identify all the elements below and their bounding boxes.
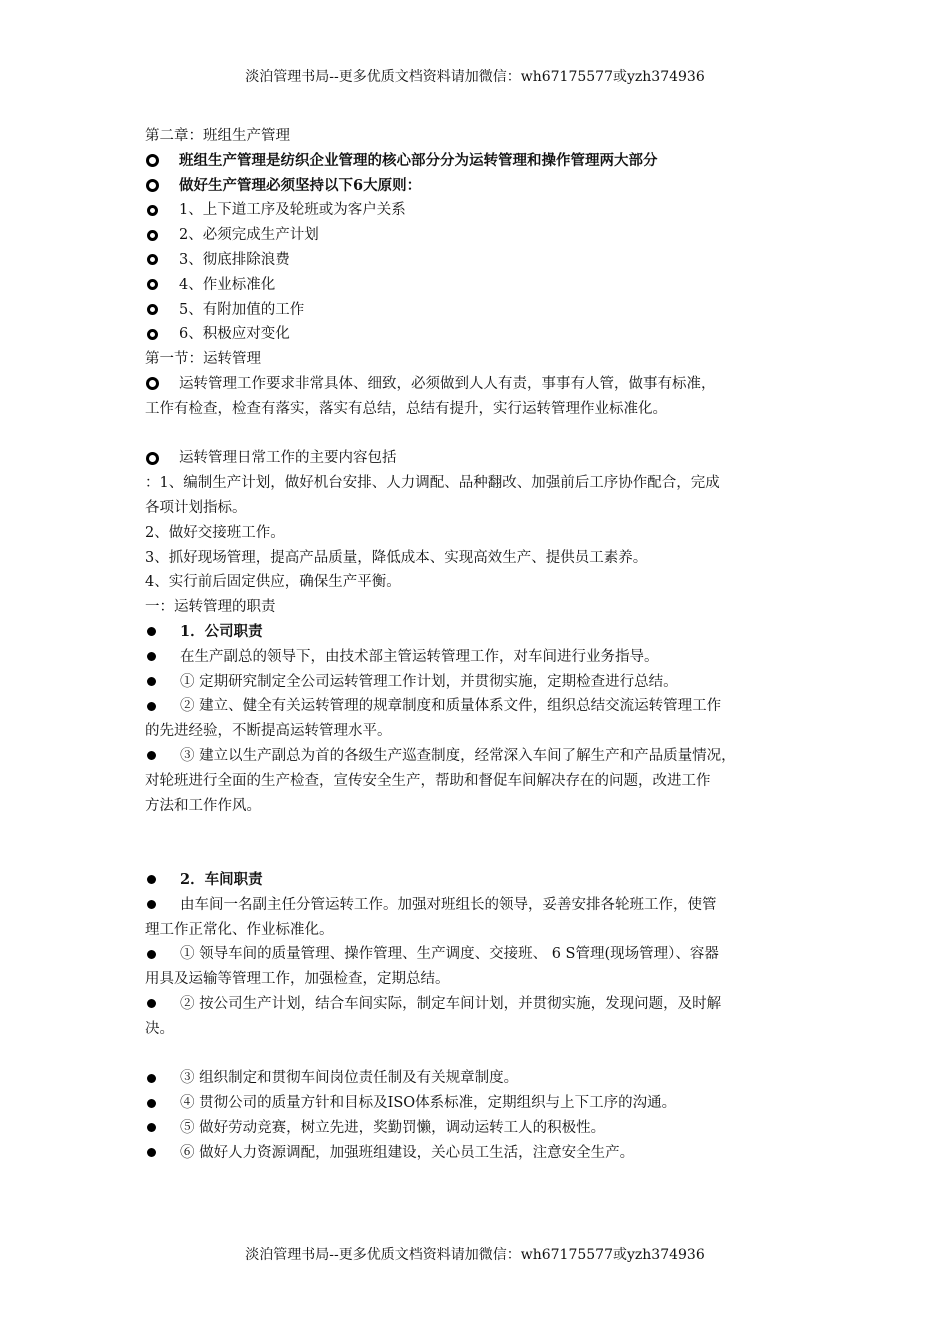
daily-item-1: ：1、编制生产计划，做好机台安排、人力调配、品种翻改、加强前后工序协作配合，完成 [145, 475, 720, 492]
principle-item: 2、必须完成生产计划 [145, 223, 810, 248]
ring-bullet-icon [147, 254, 158, 265]
workshop-duty-item-cont: 理工作正常化、作业标准化。 [145, 921, 334, 938]
bullet-icon [147, 702, 156, 711]
bullet-icon [147, 999, 156, 1008]
bullet-icon [147, 1074, 156, 1083]
company-duty-item: 在生产副总的领导下，由技术部主管运转管理工作，对车间进行业务指导。 [145, 645, 810, 670]
page-footer: 淡泊管理书局--更多优质文档资料请加微信：wh67175577或yzh374936 [245, 1247, 705, 1263]
workshop-duty-item: ③ 组织制定和贯彻车间岗位责任制及有关规章制度。 [145, 1066, 810, 1091]
daily-item-2: 2、做好交接班工作。 [145, 524, 285, 541]
ring-bullet-icon [146, 154, 159, 167]
requirement-line-2: 工作有检查，检查有落实，落实有总结，总结有提升，实行运转管理作业标准化。 [145, 400, 667, 417]
principle-item: 3、彻底排除浪费 [145, 248, 810, 273]
bullet-icon [147, 751, 156, 760]
section-title: 第一节：运转管理 [145, 351, 261, 368]
company-duty-item: ② 建立、健全有关运转管理的规章制度和质量体系文件，组织总结交流运转管理工作 [145, 694, 810, 719]
principle-item: 6、积极应对变化 [145, 322, 810, 347]
bullet-icon [147, 627, 156, 636]
company-duty-title: 1．公司职责 [145, 620, 810, 645]
workshop-duty-item: ⑥ 做好人力资源调配，加强班组建设，关心员工生活，注意安全生产。 [145, 1141, 810, 1166]
intro-line-2: 做好生产管理必须坚持以下6大原则： [145, 174, 810, 199]
ring-bullet-icon [147, 329, 158, 340]
daily-item-1-cont: 各项计划指标。 [145, 499, 247, 516]
bullet-icon [147, 950, 156, 959]
company-duty-item: ① 定期研究制定全公司运转管理工作计划，并贯彻实施，定期检查进行总结。 [145, 670, 810, 695]
chapter-title: 第二章：班组生产管理 [145, 128, 290, 144]
ring-bullet-icon [146, 452, 159, 465]
workshop-duty-item: ② 按公司生产计划，结合车间实际，制定车间计划，并贯彻实施，发现问题，及时解 [145, 992, 810, 1017]
blank-line [145, 818, 810, 868]
workshop-duty-title: 2．车间职责 [145, 868, 810, 893]
blank-line [145, 422, 810, 447]
workshop-duty-item-cont: 决。 [145, 1020, 174, 1037]
bullet-icon [147, 1099, 156, 1108]
principle-item: 5、有附加值的工作 [145, 298, 810, 323]
ring-bullet-icon [147, 304, 158, 315]
requirement-line-1: 运转管理工作要求非常具体、细致，必须做到人人有责，事事有人管，做事有标准， [145, 372, 810, 397]
bullet-icon [147, 900, 156, 909]
workshop-duty-item: ⑤ 做好劳动竞赛，树立先进，奖勤罚懒，调动运转工人的积极性。 [145, 1116, 810, 1141]
bullet-icon [147, 677, 156, 686]
company-duty-item-cont: 方法和工作作风。 [145, 797, 261, 814]
intro-line-1: 班组生产管理是纺织企业管理的核心部分分为运转管理和操作管理两大部分 [145, 149, 810, 174]
workshop-duty-item: ① 领导车间的质量管理、操作管理、生产调度、交接班、 6 S管理(现场管理）、容器 [145, 942, 810, 967]
ring-bullet-icon [147, 230, 158, 241]
duty-title: 一：运转管理的职责 [145, 599, 276, 616]
blank-line [145, 1041, 810, 1066]
ring-bullet-icon [146, 179, 159, 192]
company-duty-item-cont: 对轮班进行全面的生产检查，宣传安全生产，帮助和督促车间解决存在的问题，改进工作 [145, 772, 711, 789]
workshop-duty-item: 由车间一名副主任分管运转工作。加强对班组长的领导，妥善安排各轮班工作，使管 [145, 893, 810, 918]
daily-work-title: 运转管理日常工作的主要内容包括 [145, 446, 810, 471]
daily-item-3: 3、抓好现场管理，提高产品质量，降低成本、实现高效生产、提供员工素养。 [145, 549, 648, 566]
bullet-icon [147, 875, 156, 884]
workshop-duty-item: ④ 贯彻公司的质量方针和目标及ISO体系标准，定期组织与上下工序的沟通。 [145, 1091, 810, 1116]
daily-item-4: 4、实行前后固定供应，确保生产平衡。 [145, 574, 401, 591]
workshop-duty-item-cont: 用具及运输等管理工作，加强检查，定期总结。 [145, 971, 450, 988]
bullet-icon [147, 1148, 156, 1157]
ring-bullet-icon [147, 279, 158, 290]
bullet-icon [147, 652, 156, 661]
document-body [145, 124, 810, 1165]
principle-item: 4、作业标准化 [145, 273, 810, 298]
company-duty-item: ③ 建立以生产副总为首的各级生产巡查制度，经常深入车间了解生产和产品质量情况， [145, 744, 810, 769]
ring-bullet-icon [146, 377, 159, 390]
principle-item: 1、上下道工序及轮班或为客户关系 [145, 198, 810, 223]
ring-bullet-icon [147, 205, 158, 216]
company-duty-item-cont: 的先进经验，不断提高运转管理水平。 [145, 723, 392, 740]
bullet-icon [147, 1123, 156, 1132]
page-header: 淡泊管理书局--更多优质文档资料请加微信：wh67175577或yzh374936 [245, 69, 705, 85]
